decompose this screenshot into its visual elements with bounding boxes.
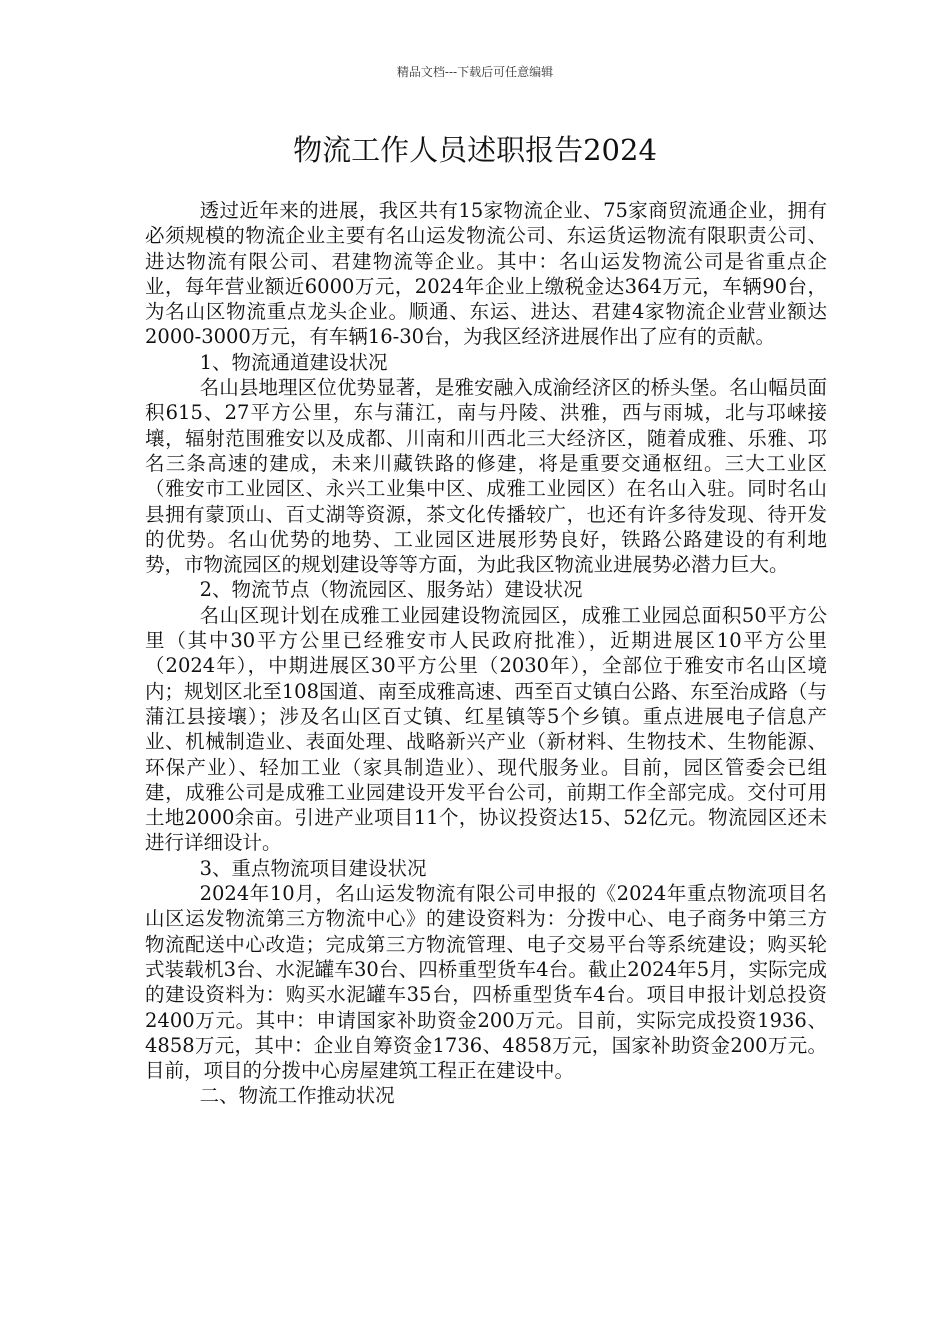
- paragraph-key-projects: 2024年10月，名山运发物流有限公司申报的《2024年重点物流项目名山区运发物流第三方物流中心》的建设资料为：分拨中心、电子商务中第三方物流配送中心改造；完成第三方物流管理、电子交易平台等系统建设；购买轮式装载机3台、水泥罐车30台、四桥重型货车4台。截止2024年5月，实际完成的建设资料为：购买水泥罐车35台，四桥重型货车4台。项目申报计划总投资2400万元。其中：申请国家补助资金200万元。目前，实际完成投资1936、4858万元，其中：企业自筹资金1736、4858万元，国家补助资金200万元。目前，项目的分拨中心房屋建筑工程正在建设中。: [145, 882, 827, 1083]
- heading-logistics-nodes: 2、物流节点（物流园区、服务站）建设状况: [199, 578, 583, 602]
- paragraph-logistics-park: 名山区现计划在成雅工业园建设物流园区，成雅工业园总面积50平方公里（其中30平方公里已经雅安市人民政府批准），近期进展区10平方公里（2024年），中期进展区30平方公里（2030年），全部位于雅安市名山区境内；规划区北至108国道、南至成雅高速、西至百丈镇白公路、东至治成路（与蒲江县接壤）；涉及名山区百丈镇、红星镇等5个乡镇。重点进展电子信息产业、机械制造业、表面处理、战略新兴产业（新材料、生物技术、生物能源、环保产业）、轻加工业（家具制造业）、现代服务业。目前，园区管委会已组建，成雅公司是成雅工业园建设开发平台公司，前期工作全部完成。交付可用土地2000余亩。引进产业项目11个，协议投资达15、52亿元。物流园区还未进行详细设计。: [145, 603, 827, 855]
- heading-key-projects: 3、重点物流项目建设状况: [199, 856, 427, 880]
- heading-logistics-channel: 1、物流通道建设状况: [199, 350, 388, 374]
- page-header: 精品文档---下载后可任意编辑: [396, 65, 554, 79]
- heading-work-progress: 二、物流工作推动状况: [199, 1084, 395, 1108]
- document-body: [145, 198, 827, 1109]
- document-title: 物流工作人员述职报告2024: [293, 133, 657, 167]
- paragraph-location-advantage: 名山县地理区位优势显著，是雅安融入成渝经济区的桥头堡。名山幅员面积615、27平方公里，东与蒲江，南与丹陵、洪雅，西与雨城，北与邛崃接壤，辐射范围雅安以及成都、川南和川西北三大经济区，随着成雅、乐雅、邛名三条高速的建成，未来川藏铁路的修建，将是重要交通枢纽。三大工业区（雅安市工业园区、永兴工业集中区、成雅工业园区）在名山入驻。同时名山县拥有蒙顶山、百丈湖等资源，茶文化传播较广，也还有许多待发现、待开发的优势。名山优势的地势、工业园区进展形势良好，铁路公路建设的有利地势，市物流园区的规划建设等等方面，为此我区物流业进展势必潜力巨大。: [145, 376, 827, 577]
- paragraph-intro: 透过近年来的进展，我区共有15家物流企业、75家商贸流通企业，拥有必须规模的物流企业主要有名山运发物流公司、东运货运物流有限职责公司、进达物流有限公司、君建物流等企业。其中：名山运发物流公司是省重点企业，每年营业额近6000万元，2024年企业上缴税金达364万元，车辆90台，为名山区物流重点龙头企业。顺通、东运、进达、君建4家物流企业营业额达2000-3000万元，有车辆16-30台，为我区经济进展作出了应有的贡献。: [145, 199, 827, 349]
